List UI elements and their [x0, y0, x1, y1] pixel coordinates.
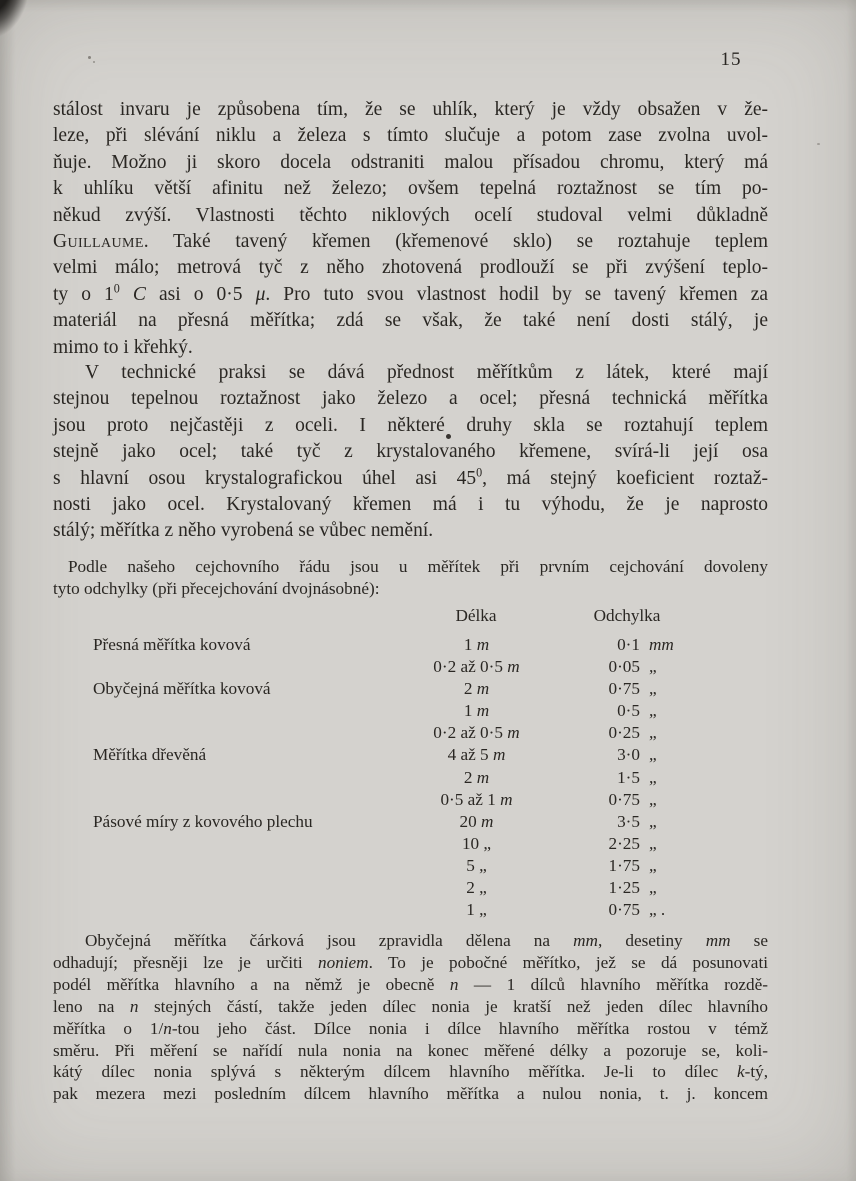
text-line: mimo to i křehký. [53, 336, 193, 358]
length-value: 20 m [459, 811, 494, 831]
paragraph-invar-quartz [53, 97, 768, 361]
tolerance-value: 1·75 [608, 855, 640, 875]
tolerance-value: 3·0 [617, 745, 640, 765]
scale-type-label [53, 700, 364, 722]
scale-type-label [53, 833, 364, 855]
tolerance-unit: „ [649, 878, 657, 898]
tolerance-value: 0·75 [608, 679, 640, 699]
tolerance-unit: „ [649, 657, 657, 677]
length-value: 10 „ [461, 833, 492, 853]
length-value: 2 „ [466, 878, 487, 898]
tolerance-unit: „ . [649, 900, 666, 920]
text-line: stálost invaru je způsobena tím, že se uhlík, který je vždy obsažen v že- [53, 99, 768, 120]
length-value: 5 „ [466, 855, 487, 875]
length-value: 1 „ [466, 900, 487, 920]
length-value: 4 až 5 m [447, 745, 506, 765]
text-line: leze, při slévání niklu a železa s tímto slučuje a potom zase zvolna uvol- [53, 125, 768, 147]
scale-type-label: Měřítka dřevěná [93, 745, 207, 765]
scan-corner-shadow [0, 0, 64, 86]
length-value: 2 m [463, 679, 490, 699]
table-row [53, 877, 768, 899]
length-value: 0·5 až 1 m [440, 789, 513, 809]
text-line: směru. Při měření se nařídí nula nonia na konec měřené délky a pozoruje se, koli- [53, 1040, 768, 1060]
table-row [53, 811, 768, 833]
length-value: 1 m [463, 635, 490, 654]
tolerance-unit: „ [649, 767, 657, 787]
tolerance-unit: „ [649, 855, 657, 875]
table-header [53, 606, 768, 628]
text-line: Podle našeho cejchovního řádu jsou u měřítek při prvním cejchování dovoleny [68, 557, 768, 576]
text-line: ňuje. Možno ji skoro docela odstraniti malou přísadou chromu, který má [53, 151, 768, 173]
ink-speck [88, 56, 91, 59]
ink-speck [93, 61, 95, 63]
table-row [53, 789, 768, 811]
text-line: s hlavní osou krystalografickou úhel asi $45^0$, má stejný koeficient roztaž- [53, 465, 768, 489]
scale-type-label [53, 656, 364, 678]
tolerance-value: 0·05 [608, 657, 640, 677]
tolerance-unit: „ [649, 789, 657, 809]
length-value: 0·2 až 0·5 m [433, 723, 520, 743]
tolerance-unit: „ [649, 811, 657, 831]
tolerance-value: 0·5 [617, 701, 640, 721]
scale-type-label [53, 722, 364, 744]
text-line: pak mezera mezi posledním dílcem hlavního měřítka a nulou nonia, t. j. koncem [53, 1084, 768, 1104]
table-row [53, 833, 768, 855]
table-row [53, 634, 768, 656]
scale-type-label: Pásové míry z kovového plechu [93, 811, 313, 831]
scale-type-label [53, 877, 364, 899]
tolerance-value: 0·75 [608, 789, 640, 809]
table-row [53, 678, 768, 700]
column-header-tolerance: Odchylka [593, 606, 661, 625]
scale-type-label: Přesná měřítka kovová [93, 635, 251, 654]
text-line: Guillaume. Také tavený křemen (křemenové sklo) se roztahuje teplem [53, 231, 768, 253]
tolerance-value: 2·25 [608, 833, 640, 853]
text-line: jsou proto nejčastěji z oceli. I některé druhy skla se roztahují teplem [53, 414, 768, 436]
tolerance-unit: „ [649, 833, 657, 853]
tolerance-value: 0·75 [608, 900, 640, 920]
paragraph-technical-scales [53, 360, 768, 545]
table-row [53, 744, 768, 766]
tolerance-unit: mm [649, 635, 674, 654]
text-line: ty o $1^0$ C asi o 0·5 μ. Pro tuto svou vlastnost hodil by se tavený křemen za [53, 281, 769, 305]
table-row [53, 855, 768, 877]
tolerance-value: 1·5 [617, 767, 640, 787]
text-line: k uhlíku větší afinitu než železo; ovšem tepelná roztažnost se tím po- [53, 178, 768, 200]
table-row [53, 722, 768, 744]
tolerances-table [53, 606, 768, 921]
text-line: nosti jako ocel. Krystalovaný křemen má i tu výhodu, že je naprosto [53, 494, 768, 516]
tolerance-unit: „ [649, 723, 657, 743]
table-row [53, 700, 768, 722]
length-value: 1 m [463, 701, 490, 721]
text-line: materiál na přesná měřítka; zdá se však, že také není dosti stálý, je [53, 310, 768, 332]
paragraph-vernier [53, 930, 768, 1105]
text-line: leno na n stejných částí, takže jeden dílec nonia je kratší než jeden dílec hlavního [53, 996, 768, 1016]
text-line: měřítka o 1/n-tou jeho část. Dílce nonia i dílce hlavního měřítka rostou v témž [53, 1018, 769, 1038]
text-line: stejnou tepelnou roztažnost jako železo a ocel; přesná technická měřítka [53, 388, 768, 410]
text-line: kátý dílec nonia splývá s některým dílcem hlavního měřítka. Je-li to dílec k-tý, [53, 1062, 768, 1082]
column-header-length: Délka [455, 606, 497, 625]
scale-type-label [53, 789, 364, 811]
table-row [53, 656, 768, 678]
table-body [53, 634, 768, 921]
tolerance-unit: „ [649, 701, 657, 721]
text-line: odhadují; přesněji lze je určiti noniem. To je pobočné měřítko, jež se dá posunovati [53, 952, 768, 972]
text-line: V technické praksi se dává přednost měřítkům z látek, které mají [85, 362, 768, 383]
tolerance-unit: „ [649, 745, 657, 765]
text-line: stejně jako ocel; také tyč z krystalovaného křemene, svírá-li její osa [53, 441, 768, 463]
text-line: podél měřítka hlavního a na němž je obecně n — 1 dílců hlavního měřítka rozdě- [53, 974, 768, 994]
text-line: velmi málo; metrová tyč z něho zhotovená prodlouží se při zvýšení teplo- [53, 257, 768, 279]
table-row [53, 899, 768, 921]
scale-type-label [53, 767, 364, 789]
length-value: 2 m [463, 767, 490, 787]
tolerance-value: 0·1 [617, 635, 640, 654]
scale-type-label: Obyčejná měřítka kovová [93, 679, 271, 699]
text-line: někud zvýší. Vlastnosti těchto niklových ocelí studoval velmi důkladně [53, 204, 768, 226]
tolerance-value: 3·5 [617, 811, 640, 831]
text-line: stálý; měřítka z něho vyrobená se vůbec nemění. [53, 520, 434, 542]
tolerance-unit: „ [649, 679, 657, 699]
text-line: Obyčejná měřítka čárková jsou zpravidla dělena na mm, desetiny mm se [85, 931, 768, 950]
text-line: tyto odchylky (při přecejchování dvojnásobné): [53, 578, 380, 598]
ink-speck [817, 143, 820, 145]
tolerance-value: 1·25 [608, 878, 640, 898]
paragraph-calibration-intro [53, 556, 768, 600]
length-value: 0·2 až 0·5 m [433, 657, 520, 677]
scale-type-label [53, 855, 364, 877]
page-number: 15 [720, 49, 742, 70]
scale-type-label [53, 899, 364, 921]
tolerance-value: 0·25 [608, 723, 640, 743]
table-row [53, 767, 768, 789]
